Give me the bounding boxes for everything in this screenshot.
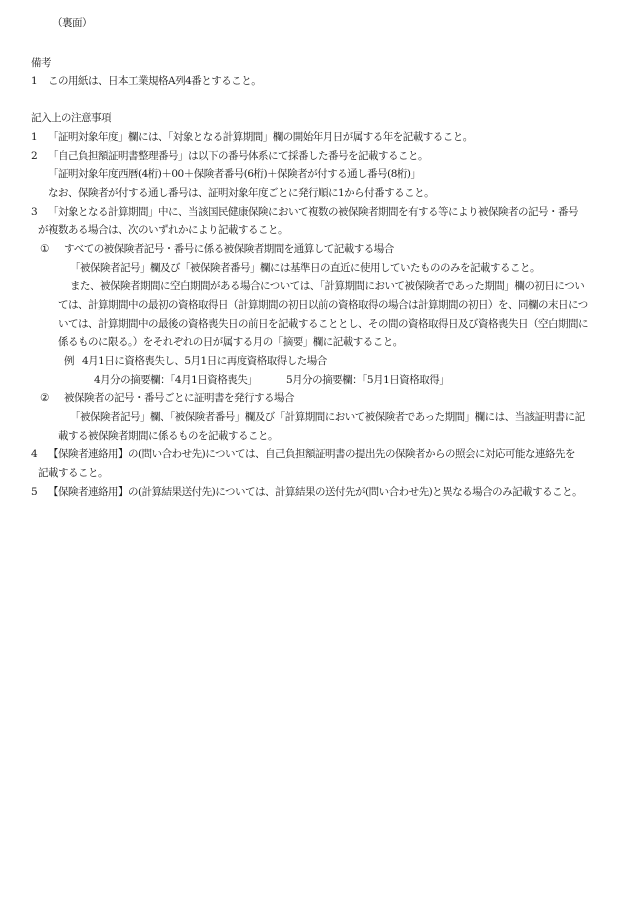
note-item-2 bbox=[31, 149, 428, 163]
item4-text-cont: 記載すること。 bbox=[38, 467, 108, 479]
example-line bbox=[64, 354, 327, 368]
sub-title: すべての被保険者記号・番号に係る被保険者期間を通算して記載する場合 bbox=[64, 243, 394, 255]
sub2-paragraph-line-1: 「被保険者記号」欄、「被保険者番号」欄及び「計算期間において被保険者であった期間」欄には、当該証明書に記 bbox=[70, 411, 585, 423]
notes-heading: 記入上の注意事項 bbox=[31, 112, 111, 124]
item-number: 5 bbox=[31, 486, 38, 498]
item2-formula: 「証明対象年度西暦(4桁)＋00＋保険者番号(6桁)＋保険者が付する通し番号(8桁)」 bbox=[48, 168, 421, 180]
biko-item-1 bbox=[31, 74, 261, 88]
sub1-paragraph-2-line-1: また、被保険者期間に空白期間がある場合については、「計算期間において被保険者であった期間」欄の初日につい bbox=[70, 280, 585, 292]
note-item-1 bbox=[31, 130, 473, 144]
page-side-label: （裏面） bbox=[52, 17, 92, 29]
item2-note: なお、保険者が付する通し番号は、証明対象年度ごとに発行順に1から付番すること。 bbox=[48, 187, 435, 199]
note-item-4 bbox=[31, 447, 575, 461]
sub1-paragraph-2-line-4: 係るものに限る。）をそれぞれの日が属する月の「摘要」欄に記載すること。 bbox=[58, 336, 403, 348]
note-item-3 bbox=[31, 205, 578, 219]
item-number: 1 bbox=[31, 75, 38, 87]
item-text: 【保険者連絡用】の(問い合わせ先)については、自己負担額証明書の提出先の保険者からの照会に対応可能な連絡先を bbox=[48, 448, 575, 460]
item-text: 【保険者連絡用】の(計算結果送付先)については、計算結果の送付先が(問い合わせ先)と異なる場合のみ記載すること。 bbox=[48, 486, 583, 498]
item-number: 2 bbox=[31, 150, 38, 162]
item3-sub2-title bbox=[40, 391, 294, 405]
example-text: 4月1日に資格喪失し、5月1日に再度資格取得した場合 bbox=[82, 355, 327, 367]
example-month-b: 5月分の摘要欄：「5月1日資格取得」 bbox=[286, 374, 450, 386]
sub-number: ① bbox=[40, 243, 49, 255]
note-item-5 bbox=[31, 485, 582, 499]
item-text: 「対象となる計算期間」中に、当該国民健康保険において複数の被保険者期間を有する等により被保険者の記号・番号 bbox=[48, 206, 578, 218]
sub-title: 被保険者の記号・番号ごとに証明書を発行する場合 bbox=[64, 392, 294, 404]
sub1-paragraph-2-line-2: ては、計算期間中の最初の資格取得日（計算期間の初日以前の資格取得の場合は計算期間の初日）を、同欄の末日につ bbox=[58, 299, 588, 311]
item-text: 「自己負担額証明書整理番号」は以下の番号体系にて採番した番号を記載すること。 bbox=[48, 150, 428, 162]
item-number: 3 bbox=[31, 206, 38, 218]
item-number: 4 bbox=[31, 448, 38, 460]
item-text: 「証明対象年度」欄には、「対象となる計算期間」欄の開始年月日が属する年を記載すること。 bbox=[48, 131, 473, 143]
biko-heading: 備考 bbox=[31, 57, 51, 69]
sub1-paragraph-2-line-3: いては、計算期間中の最後の資格喪失日の前日を記載することとし、その間の資格取得日及び資格喪失日（空白期間に bbox=[58, 318, 588, 330]
item3-sub1-title bbox=[40, 242, 394, 256]
sub1-paragraph-1: 「被保険者記号」欄及び「被保険者番号」欄には基準日の直近に使用していたもののみを記載すること。 bbox=[70, 262, 540, 274]
item3-text-cont: が複数ある場合は、次のいずれかにより記載すること。 bbox=[38, 224, 288, 236]
example-label: 例 bbox=[64, 355, 74, 367]
example-month-a: 4月分の摘要欄：「4月1日資格喪失」 bbox=[94, 374, 258, 386]
item-text: この用紙は、日本工業規格A列4番とすること。 bbox=[48, 75, 262, 87]
item-number: 1 bbox=[31, 131, 38, 143]
sub2-paragraph-line-2: 載する被保険者期間に係るものを記載すること。 bbox=[58, 430, 278, 442]
sub-number: ② bbox=[40, 392, 49, 404]
